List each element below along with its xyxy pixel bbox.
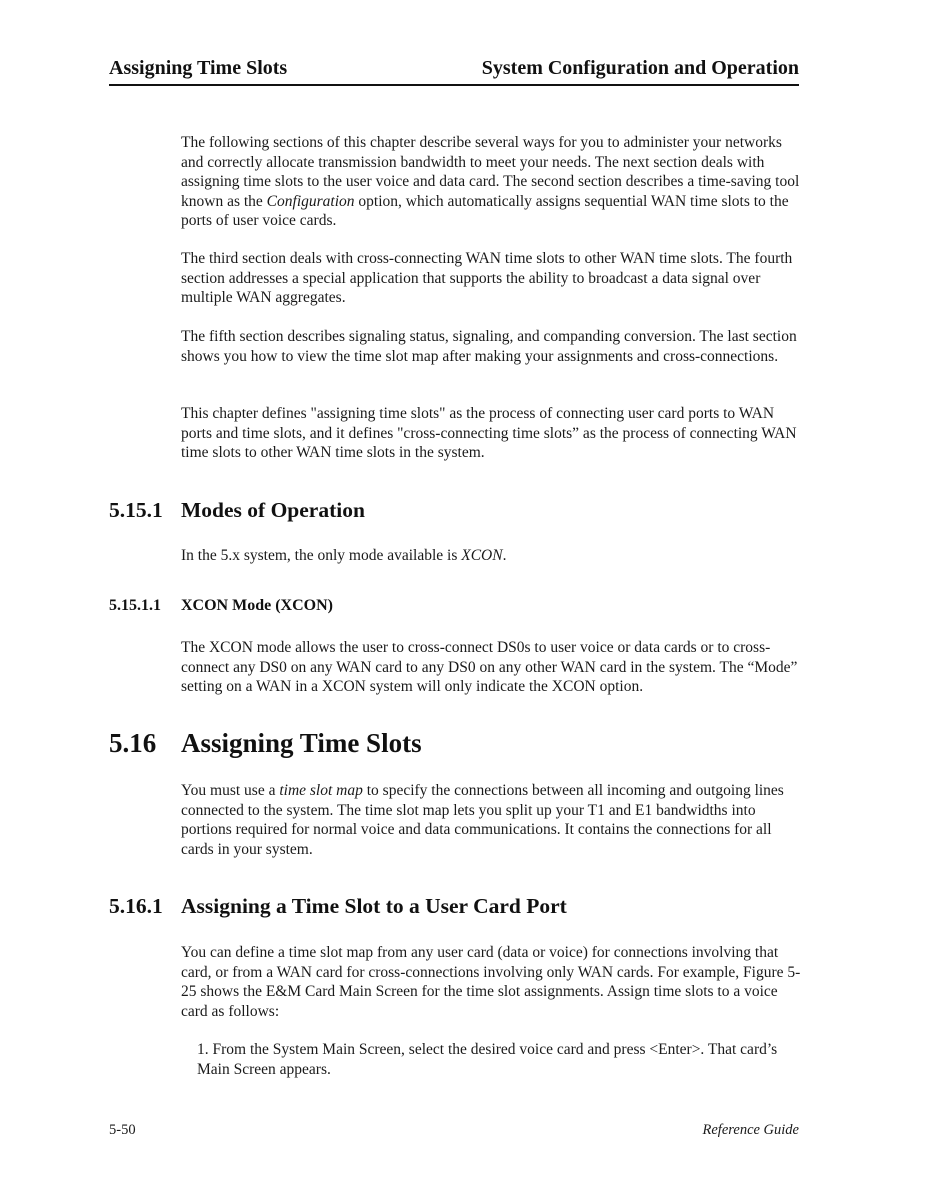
section-number: 5.15.1.1	[109, 597, 161, 614]
header-chapter-title: System Configuration and Operation	[481, 57, 799, 79]
heading-5-16	[109, 728, 422, 759]
intro-paragraph-1-text-a: The following sections of this chapter describe several ways for you to administer your networks and correctly allocate transmission bandwidth to meet your needs. The next section deals with assigning time slots to the user voice and data card. The second section describes a time-saving tool known as the	[181, 134, 800, 210]
time-slot-map-text-b: to specify the connections between all incoming and outgoing lines connected to the system. The time slot map lets you split up your T1 and E1 bandwidths into portions required for normal voice and data communications. It contains the connections for all cards in your system.	[181, 782, 784, 858]
section-title: XCON Mode (XCON)	[181, 597, 333, 614]
intro-paragraph-2: The third section deals with cross-connecting WAN time slots to other WAN time slots. The fourth section addresses a special application that supports the ability to broadcast a data signal over multiple WAN aggregates.	[181, 250, 793, 307]
time-slot-map-text-a: You must use a	[181, 782, 280, 799]
xcon-term: XCON	[461, 547, 503, 564]
header-section-title: Assigning Time Slots	[109, 57, 288, 79]
running-header	[109, 55, 799, 86]
modes-paragraph	[181, 546, 801, 566]
configuration-term: Configuration	[266, 192, 355, 210]
heading-5-15-1	[109, 498, 365, 523]
section-title: Assigning Time Slots	[181, 728, 422, 758]
section-title: Assigning a Time Slot to a User Card Port	[181, 894, 567, 918]
user-card-port-paragraph: You can define a time slot map from any user card (data or voice) for connections involving that card, or from a WAN card for cross-connections involving only WAN cards. For example, Figure 5-25 shows the E&M Card Main Screen for the time slot assignments. Assign time slots to a voice card as follows:	[181, 944, 801, 1020]
intro-paragraph-1	[181, 133, 801, 231]
section-number: 5.16	[109, 728, 157, 758]
intro-paragraph-3: The fifth section describes signaling status, signaling, and companding conversion. The last section shows you how to view the time slot map after making your assignments and cross-connections.	[181, 328, 797, 365]
section-number: 5.15.1	[109, 498, 163, 522]
page-number: 5-50	[109, 1122, 136, 1138]
step-1: 1. From the System Main Screen, select the desired voice card and press <Enter>. That card’s Main Screen appears.	[197, 1041, 778, 1078]
intro-paragraph-1-text-b: option, which automatically assigns sequential WAN time slots to the ports of user voice cards.	[181, 192, 789, 230]
section-title: Modes of Operation	[181, 498, 365, 522]
footer-guide-title: Reference Guide	[702, 1122, 799, 1138]
time-slot-map-paragraph	[181, 781, 801, 859]
section-number: 5.16.1	[109, 894, 163, 918]
heading-5-15-1-1	[109, 597, 333, 615]
intro-paragraph-4: This chapter defines "assigning time slots" as the process of connecting user card ports to WAN ports and time slots, and it defines "cross-connecting time slots” as the process of connecting WAN time slots to other WAN time slots in the system.	[181, 405, 797, 462]
xcon-mode-paragraph: The XCON mode allows the user to cross-connect DS0s to user voice or data cards or to cross-connect any DS0 on any WAN card to any DS0 on any other WAN card in the system. The “Mode” setting on a WAN in a XCON system will only indicate the XCON option.	[181, 639, 798, 696]
modes-text-a: In the 5.x system, the only mode available is	[181, 547, 462, 564]
heading-5-16-1	[109, 894, 567, 919]
time-slot-map-term: time slot map	[279, 782, 363, 799]
modes-text-b: .	[502, 547, 507, 564]
